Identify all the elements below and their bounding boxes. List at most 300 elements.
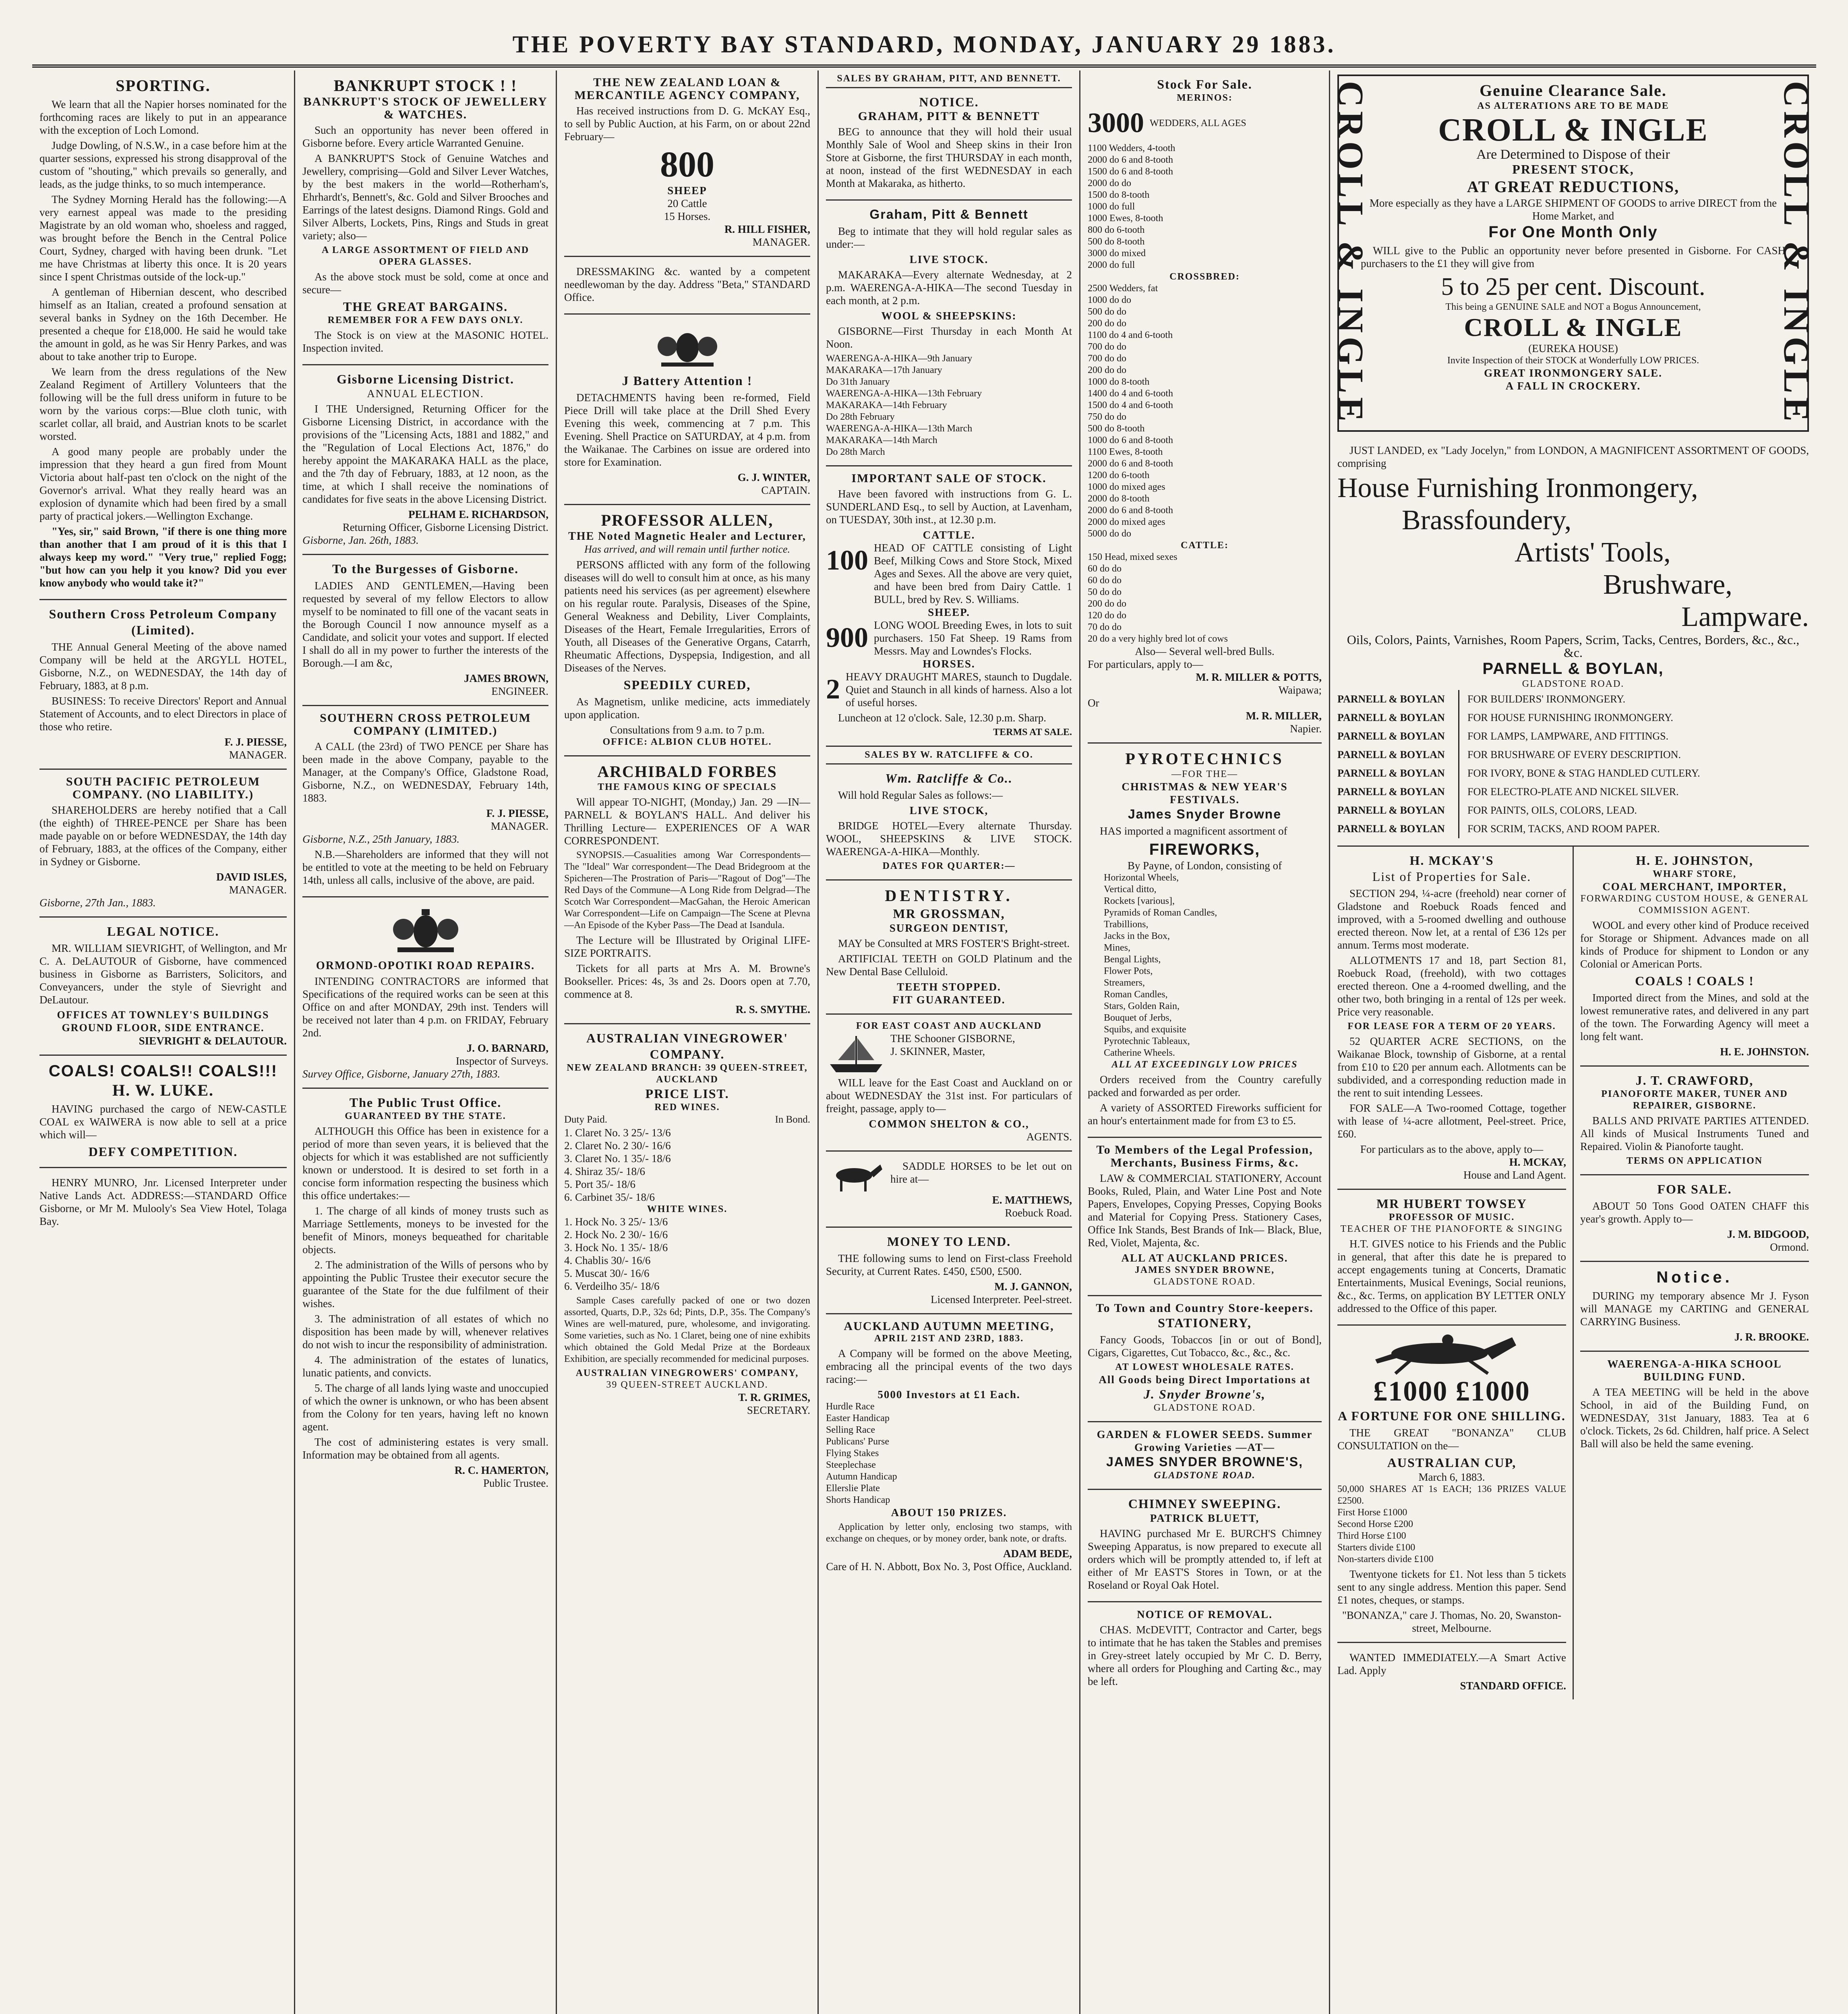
stock-list-item: 500 do 8-tooth [1088, 236, 1145, 247]
johnston-coals: COALS ! COALS ! [1635, 974, 1754, 988]
wool-date-item: Do 28th February [826, 412, 895, 422]
town-direct: All Goods being Direct Importations at [1099, 1374, 1311, 1386]
pb-list-item: FOR HOUSE FURNISHING IRONMONGERY. [1467, 712, 1673, 724]
town-stationery-items: Fancy Goods, Tobaccos [in or out of Bond], Cigars, Cigarettes, Cut Tobacco, &c., &c., &c. [1088, 1334, 1322, 1359]
bankrupt-view: The Stock is on view at the MASONIC HOTEL. Inspection invited. [302, 329, 548, 354]
gpb-notice-ad [826, 88, 1072, 201]
ratcliffe-title: Wm. Ratcliffe & Co.. [885, 771, 1013, 785]
stock-list-item: 60 do do [1088, 564, 1122, 574]
pb-list-row [1337, 801, 1809, 820]
forbes-signature: R. S. SMYTHE. [735, 1003, 810, 1015]
croll-vertical-right: CROLL & INGLE [1776, 81, 1816, 426]
race-event-item: Easter Handicap [826, 1413, 890, 1423]
stock-list-item: 50 do do [1088, 587, 1122, 597]
allen-consult: Consultations from 9 a.m. to 7 p.m. [610, 724, 765, 736]
stock-list-item: 500 do do [1088, 307, 1126, 317]
important-horses-text: HEAVY DRAUGHT MARES, staunch to Dugdale. Quiet and Staunch in all kinds of harness. Also a lot of useful horses. [846, 671, 1072, 709]
pyro-prices: ALL AT EXCEEDINGLY LOW PRICES [1111, 1059, 1298, 1070]
prize-item: Non-starters divide £100 [1337, 1554, 1434, 1565]
bonanza-ad [1337, 1326, 1566, 1643]
dynamite-text: A good many people are probably under the impression that they heard a gun fired from Mount Victoria about half-past ten o'clock on the night of the Governor's arrival. What they really heard was an explosion of dynamite which had been fired by a small party of practical jokers.—Wellington Exchange. [39, 445, 287, 522]
pb-lamp: Lampware. [1681, 601, 1809, 633]
stock-list-item: 1000 do do [1088, 295, 1131, 305]
pb-list-row [1337, 820, 1809, 838]
legal-notice-signature: SIEVRIGHT & DELAUTOUR. [139, 1035, 287, 1047]
bonanza-fortune: A FORTUNE FOR ONE SHILLING. [1338, 1409, 1566, 1423]
garden-ad [1088, 1422, 1322, 1490]
stock-list-item: 150 Head, mixed sexes [1088, 552, 1178, 562]
trust-item-4: 4. The administration of the estates of lunatics, lunatic patients, and convicts. [302, 1354, 548, 1379]
pb-list-item: FOR ELECTRO-PLATE AND NICKEL SILVER. [1467, 786, 1679, 798]
allen-text-2: As Magnetism, unlike medicine, acts immediately upon application. [564, 696, 810, 721]
stock-list-item: 2000 do do [1088, 178, 1131, 189]
johnston-ad [1580, 847, 1809, 1067]
chimney-name: PATRICK BLUETT, [1150, 1512, 1260, 1524]
johnston-text-2: Imported direct from the Mines, and sold at the lowest remunerative rates, and delivered in any part of the town. The Forwarding Agency will meet a long felt want. [1580, 992, 1809, 1043]
firework-item: Pyramids of Roman Candles, [1104, 908, 1217, 918]
stock-list-item: 1500 do 6 and 8-tooth [1088, 166, 1173, 177]
johnston-subtitle-3: FORWARDING CUSTOM HOUSE, & GENERAL COMMISSION AGENT. [1580, 893, 1809, 916]
stock-list-item: 3000 do mixed [1088, 248, 1146, 259]
legal-stationery-ad [1088, 1138, 1322, 1296]
nzl-sheep: SHEEP [667, 184, 707, 197]
race-event-item: Hurdle Race [826, 1401, 875, 1412]
parnell-boylan-ad [1337, 436, 1809, 847]
wanted-ad [1337, 1643, 1566, 1699]
forbes-subtitle: THE FAMOUS KING OF SPECIALS [598, 782, 777, 792]
croll-one-month: For One Month Only [1488, 223, 1658, 241]
mckay-item-1: SECTION 294, ¼-acre (freehold) near corner of Gladstone and Roebuck Roads fenced and improved, with a 5-roomed dwelling and outhouse erected thereon. Now let, at a rental of £36 12s per annum. Terms most moderate. [1337, 887, 1566, 951]
wine-list-item: 6. Verdeilho 35/- 18/6 [564, 1280, 660, 1292]
pyro-text: HAS imported a magnificent assortment of [1100, 825, 1287, 837]
mckay-ad [1337, 847, 1566, 1190]
vinegrower-company: AUSTRALIAN VINEGROWERS' COMPANY, [575, 1368, 799, 1378]
battery-title: J Battery Attention ! [622, 373, 753, 388]
brooke-notice-title: Notice. [1656, 1268, 1733, 1287]
gpb-wool: WOOL & SHEEPSKINS: [881, 310, 1017, 322]
stock-signature-2: M. R. MILLER, [1246, 710, 1322, 722]
bonanza-text: Twentyone tickets for £1. Not less than 5 tickets sent to any single address. Mention this paper. Send £1 notes, cheques, or stamps. [1337, 1568, 1566, 1606]
towsey-ad [1337, 1190, 1566, 1326]
town-title: To Town and Country Store-keepers. [1096, 1301, 1314, 1315]
bonanza-title: THE GREAT "BONANZA" CLUB CONSULTATION on the— [1337, 1427, 1566, 1452]
important-terms: TERMS AT SALE. [993, 727, 1072, 738]
dentistry-fit: FIT GUARANTEED. [892, 994, 1006, 1006]
vinegrower-signature: T. R. GRIMES, [738, 1391, 810, 1403]
battery-text: DETACHMENTS having been re-formed, Field Piece Drill will take place at the Drill Shed Every Evening this week, commencing at 7 p.m. This Evening. Shell Practice on SATURDAY, at 4 p.m. from the Waikanae. The Carbines on issue are ordered into store for Examination. [564, 392, 810, 468]
pb-list-row [1337, 764, 1809, 783]
wool-date-item: WAERENGA-A-HIKA—9th January [826, 353, 973, 364]
stock-list-item: 750 do do [1088, 412, 1126, 422]
wine-list-item: 3. Claret No. 1 35/- 18/6 [564, 1152, 671, 1164]
wool-date-item: WAERENGA-A-HIKA—13th March [826, 423, 973, 434]
south-pacific-text: SHAREHOLDERS are hereby notified that a Call (the eighth) of THREE-PENCE per Share has been made payable on or before WEDNESDAY, the 14th day of February, 1883, at the offices of the Company, either in Sydney or Gisborne. [39, 804, 287, 868]
mckay-title: H. MCKAY'S [1409, 853, 1494, 868]
firework-item: Flower Pots, [1104, 966, 1153, 976]
chimney-ad [1088, 1490, 1322, 1602]
bankrupt-remember: REMEMBER FOR A FEW DAYS ONLY. [327, 315, 524, 325]
dentistry-text: MAY be Consulted at MRS FOSTER'S Bright-street. [838, 937, 1070, 949]
school-ad [1580, 1352, 1809, 1460]
stock-list-item: 1100 Wedders, 4-tooth [1088, 143, 1175, 153]
forsale-title: FOR SALE. [1657, 1182, 1732, 1197]
stock-list-item: 1100 Ewes, 8-tooth [1088, 447, 1163, 457]
munro-ad [39, 1168, 287, 1237]
race-event-item: Steeplechase [826, 1460, 876, 1470]
dentistry-subtitle: SURGEON DENTIST, [889, 922, 1009, 934]
vinegrower-red-heading: RED WINES. [654, 1102, 720, 1113]
nzl-role: MANAGER. [752, 236, 810, 248]
licensing-role: Returning Officer, Gisborne Licensing District. [342, 521, 548, 533]
stock-title: Stock For Sale. [1157, 77, 1252, 91]
legal-notice-title: LEGAL NOTICE. [107, 924, 219, 939]
firework-item: Squibs, and exquisite [1104, 1024, 1186, 1035]
saddle-text: SADDLE HORSES to be let out on hire at— [890, 1160, 1072, 1185]
school-text: A TEA MEETING will be held in the above School, in aid of the Building Fund, on WEDNESDAY, 31st January, 1883. Tea at 6 o'clock. Tickets, 2s 6d. Children, half price. A Select Ball will also be held the same evening. [1580, 1386, 1809, 1450]
stock-list-item: 1200 do 6-tooth [1088, 470, 1150, 481]
wool-date-item: MAKARAKA—14th February [826, 400, 947, 410]
pyro-title: PYROTECHNICS [1125, 750, 1284, 768]
pyro-variety: A variety of ASSORTED Fireworks sufficient for an hour's entertainment made for from £3 to £5. [1088, 1102, 1322, 1127]
wanted-office: STANDARD OFFICE. [1460, 1680, 1566, 1692]
ship-text: WILL leave for the East Coast and Auckland on or about WEDNESDAY the 31st inst. For particulars of freight, passage, apply to— [826, 1077, 1072, 1115]
johnston-subtitle-2: COAL MERCHANT, IMPORTER, [1602, 881, 1787, 893]
stock-list-item: 1000 do 6 and 8-tooth [1088, 435, 1173, 445]
forbes-tickets: Tickets for all parts at Mrs A. M. Browne's Bookseller. Prices: 4s, 3s and 2s. Doors open at 7.70, commence at 8. [564, 962, 810, 1000]
wine-list-item: 6. Carbinet 35/- 18/6 [564, 1191, 655, 1203]
race-text: A Company will be formed on the above Meeting, embracing all the principal events of the two days racing:— [826, 1347, 1072, 1385]
wine-list-item: 2. Claret No. 2 30/- 16/6 [564, 1140, 671, 1152]
stock-big-number: 3000 [1088, 108, 1144, 139]
pyro-subtitle: CHRISTMAS & NEW YEAR'S FESTIVALS. [1122, 781, 1288, 806]
forsale-role: Ormond. [1770, 1241, 1809, 1254]
trust-ad [302, 1089, 548, 1497]
croll-gcs: Genuine Clearance Sale. [1480, 81, 1667, 99]
ormond-role: Inspector of Surveys. [455, 1055, 548, 1067]
stock-list-item: 20 do a very highly bred lot of cows [1088, 634, 1228, 644]
stock-list-item: 2000 do mixed ages [1088, 517, 1165, 527]
mckay-item-3: 52 QUARTER ACRE SECTIONS, on the Waikanae Block, township of Gisborne, at a rental from £10 to £20 per annum each. Allotments can be subdivided, and a corresponding reduction made in the rent to suit intending Lessees. [1337, 1035, 1566, 1099]
ship-ad [826, 1015, 1072, 1152]
money-ad [826, 1228, 1072, 1314]
firework-item: Pyrotechnic Tableaux, [1104, 1036, 1190, 1046]
wool-date-item: Do 31th January [826, 377, 890, 387]
allen-cured: SPEEDILY CURED, [623, 678, 751, 692]
licensing-date: Gisborne, Jan. 26th, 1883. [302, 534, 419, 546]
wool-date-item: Do 28th March [826, 447, 885, 457]
southern-cross-title: Southern Cross Petroleum Company (Limited). [49, 607, 277, 637]
gpb-notice-text: BEG to announce that they will hold their usual Monthly Sale of Wool and Sheep skins in their Iron Store at Gisborne, the first THURSDAY in each month, at noon, instead of the first WEDNESDAY in each Month at Makaraka, as hitherto. [826, 126, 1072, 189]
wine-list-item: 5. Port 35/- 18/6 [564, 1178, 636, 1190]
nzl-text: Has received instructions from D. G. McKAY Esq., to sell by Public Auction, at his Farm, on or about 22nd February— [564, 105, 810, 143]
nzl-ad [564, 70, 810, 257]
stock-list-item: 700 do do [1088, 353, 1126, 364]
firework-item: Roman Candles, [1104, 989, 1168, 1000]
trust-cost: The cost of administering estates is very small. Information may be obtained from all agents. [302, 1436, 548, 1461]
pb-list-row [1337, 727, 1809, 746]
bonanza-address: "BONANZA," care J. Thomas, No. 20, Swanston-street, Melbourne. [1342, 1609, 1562, 1635]
ship-name: THE Schooner GISBORNE, [890, 1032, 1015, 1044]
prize-item: First Horse £1000 [1337, 1507, 1407, 1518]
important-horses: HORSES. [923, 658, 975, 670]
school-title: WAERENGA-A-HIKA SCHOOL BUILDING FUND. [1607, 1358, 1782, 1383]
merino-list [1088, 143, 1322, 271]
pb-list-firm: PARNELL & BOYLAN [1337, 764, 1459, 783]
battery-signature: G. J. WINTER, [737, 471, 810, 483]
prize-item: Third Horse £100 [1337, 1531, 1406, 1542]
stock-merinos: MERINOS: [1177, 93, 1233, 103]
firework-item: Vertical ditto, [1104, 884, 1157, 895]
vinegrower-branch: NEW ZEALAND BRANCH: 39 QUEEN-STREET, AUCKLAND [567, 1063, 808, 1085]
sales-header: SALES BY GRAHAM, PITT, AND BENNETT. [826, 70, 1072, 88]
wine-list-item: 1. Hock No. 3 25/- 13/6 [564, 1216, 668, 1228]
stock-list-item: 2000 do 6 and 8-tooth [1088, 505, 1173, 516]
race-prizes: ABOUT 150 PRIZES. [891, 1506, 1007, 1519]
wine-list-item: 5. Muscat 30/- 16/6 [564, 1267, 650, 1279]
firework-item: Jacks in the Box, [1104, 931, 1170, 941]
stock-crossbred: CROSSBRED: [1169, 271, 1240, 282]
pyro-jsb: James Snyder Browne [1128, 807, 1282, 821]
ratcliffe-items: BRIDGE HOTEL—Every alternate Thursday. WOOL, SHEEPSKINS & LIVE STOCK. WAERENGA-A-HIKA—Monthly. [826, 820, 1072, 858]
forbes-ad [564, 756, 810, 1024]
sporting-text: We learn that all the Napier horses nominated for the forthcoming races are likely to put in an appearance with the exception of Loch Lomond. [39, 98, 287, 136]
pb-list-firm: PARNELL & BOYLAN [1337, 727, 1459, 746]
bonanza-shares: 50,000 SHARES AT 1s EACH; 136 PRIZES VALUE £2500. [1337, 1484, 1566, 1506]
important-sheep-text: LONG WOOL Breeding Ewes, in lots to suit purchasers. 150 Fat Sheep. 19 Rams from Messrs. May and Lowndes's Flocks. [874, 619, 1072, 657]
royal-crest-icon [651, 324, 724, 369]
ratcliffe-ad [826, 765, 1072, 881]
money-text: THE following sums to lend on First-class Freehold Security, at Current Rates. £450, £500, £500. [826, 1252, 1072, 1277]
firework-item: Bengal Lights, [1104, 954, 1161, 965]
stock-cattle: CATTLE: [1181, 540, 1229, 551]
stock-list-item: 70 do do [1088, 622, 1122, 632]
croll-discount: 5 to 25 per cent. Discount. [1441, 273, 1705, 300]
coals-title: COALS! COALS!! COALS!!! [48, 1062, 278, 1080]
licensing-ad [302, 365, 548, 555]
race-event-item: Flying Stakes [826, 1448, 879, 1459]
stock-list-item: 1400 do 4 and 6-tooth [1088, 388, 1173, 399]
stock-list-item: 5000 do do [1088, 528, 1131, 539]
stock-big-text: WEDDERS, ALL AGES [1150, 118, 1246, 128]
stock-list-item: 700 do do [1088, 342, 1126, 352]
column-5 [1079, 70, 1329, 2014]
crawford-text: BALLS AND PRIVATE PARTIES ATTENDED. All kinds of Musical Instruments Tuned and Repaired. Violin & Pianoforte taught. [1580, 1115, 1809, 1153]
croll-give: WILL give to the Public an opportunity never before presented in Gisborne. For CASH purchasers to the £1 they will give from [1361, 244, 1786, 269]
coals-name: H. W. LUKE. [112, 1081, 214, 1099]
fireworks-title: FIREWORKS, [1149, 841, 1260, 858]
forbes-text: Will appear TO-NIGHT, (Monday,) Jan. 29 —IN— PARNELL & BOYLAN'S HALL. And deliver his Thrilling Lecture— EXPERIENCES OF A WAR CORRESPONDENT. [564, 796, 810, 847]
vinegrower-title: AUSTRALIAN VINEGROWER' COMPANY. [586, 1031, 788, 1061]
bonanza-cup: AUSTRALIAN CUP, [1387, 1455, 1517, 1470]
chimney-text: HAVING purchased Mr E. BURCH'S Chimney Sweeping Apparatus, is now prepared to execute all orders which will be promptly attended to, if left at either of Mr EAST'S Stores in Town, or at the Roseland or Royal Oak Hotel. [1088, 1527, 1322, 1591]
trust-item-5: 5. The charge of all lands lying waste and unoccupied of which the owner is unknown, or who has been absent from the Colony for ten years, having left no known agent. [302, 1382, 548, 1433]
croll-ingle-ad [1331, 75, 1816, 432]
sydney-text: The Sydney Morning Herald has the following:—A very earnest appeal was made to the presiding Magistrate by an old woman who, shoeless and ragged, was brought before the Bench in the Central Police Court, Sydney, charged with having been drunk. "Let me have Christmas at liberty this once. It is 20 years since I spent Christmas outside of the lock-up." [39, 193, 287, 283]
dentistry-title: DENTISTRY. [885, 887, 1013, 905]
licensing-text: I THE Undersigned, Returning Officer for the Gisborne Licensing District, in accordance with the provisions of the "Licensing Acts, 1881 and 1882," and the "Regulation of Local Elections Act, 1876," do hereby appoint the MAKARAKA HALL as the place, and the 7th day of February, 1883, at 12 noon, as the time, at which I shall receive the nominations of candidates for five seats in the above Licensing District. [302, 403, 548, 505]
croll-determined: Are Determined to Dispose of their [1476, 147, 1670, 162]
important-cattle: CATTLE. [923, 529, 975, 541]
pb-list-firm: PARNELL & BOYLAN [1337, 783, 1459, 801]
wine-list-item: 1. Claret No. 3 25/- 13/6 [564, 1127, 671, 1139]
pb-list-item: FOR BUILDERS' IRONMONGERY. [1467, 693, 1626, 705]
firework-item: Catherine Wheels. [1104, 1048, 1175, 1058]
brooke-notice-ad [1580, 1262, 1809, 1352]
column-6 [1329, 70, 1816, 2014]
pb-list-firm: PARNELL & BOYLAN [1337, 709, 1459, 727]
pb-list-row [1337, 783, 1809, 801]
garden-text: GARDEN & FLOWER SEEDS. Summer Growing Varieties —AT— [1097, 1428, 1313, 1453]
allen-ad [564, 505, 810, 756]
towsey-title: MR HUBERT TOWSEY [1376, 1196, 1527, 1211]
brooke-notice-text: DURING my temporary absence Mr J. Fyson will MANAGE my CARTING and GENERAL CARRYING Business. [1580, 1290, 1809, 1328]
crawford-subtitle: PIANOFORTE MAKER, TUNER AND REPAIRER, GISBORNE. [1601, 1089, 1788, 1111]
crawford-terms: TERMS ON APPLICATION [1626, 1156, 1763, 1167]
stock-list-item: 1000 do full [1088, 201, 1135, 212]
important-title: IMPORTANT SALE OF STOCK. [851, 472, 1047, 485]
column-1 [32, 70, 294, 2014]
stock-list-item: 2000 do full [1088, 260, 1135, 270]
burgesses-ad [302, 555, 548, 706]
firework-item: Rockets [various], [1104, 896, 1175, 906]
ormond-title: ORMOND-OPOTIKI ROAD REPAIRS. [316, 959, 535, 972]
town-jsb: J. Snyder Browne's, [1144, 1387, 1266, 1401]
pb-oils: Oils, Colors, Paints, Varnishes, Room Papers, Scrim, Tacks, Centres, Borders, &c., &c., &c. [1347, 632, 1800, 660]
stock-signature: M. R. MILLER & POTTS, [1196, 671, 1322, 683]
important-cattle-text: HEAD OF CATTLE consisting of Light Beef, Milking Cows and Store Stock, Mixed Ages and Sexes. All the above are very quiet, and have been bred from Dairy Cattle. 1 BULL, bred by Rev. S. Williams. [874, 542, 1072, 605]
croll-reductions: AT GREAT REDUCTIONS, [1467, 178, 1680, 196]
race-event-item: Autumn Handicap [826, 1471, 897, 1482]
vinegrower-white-list [564, 1215, 810, 1293]
saddle-ad [826, 1152, 1072, 1228]
dentistry-name: MR GROSSMAN, [893, 906, 1005, 921]
vinegrower-red-list [564, 1126, 810, 1204]
pyrotechnics-ad [1088, 744, 1322, 1138]
stock-or: Or [1088, 697, 1099, 709]
race-event-item: Selling Race [826, 1425, 875, 1435]
pb-list-firm: PARNELL & BOYLAN [1337, 746, 1459, 764]
firework-item: Horizontal Wheels, [1104, 872, 1179, 883]
battery-ad [564, 315, 810, 505]
southern-cross-signature: F. J. PIESSE, [224, 736, 287, 748]
stock-list-item: 120 do do [1088, 610, 1126, 621]
ratcliffe-dates: DATES FOR QUARTER:— [882, 861, 1016, 871]
firework-item: Bouquet of Jerbs, [1104, 1013, 1172, 1023]
dressmaking-ad [564, 257, 810, 315]
bankrupt-great: THE GREAT BARGAINS. [343, 299, 508, 314]
stock-bulls: Also— Several well-bred Bulls. [1135, 645, 1275, 657]
forsale-text: ABOUT 50 Tons Good OATEN CHAFF this year's growth. Apply to— [1580, 1200, 1809, 1225]
gpb-wool-dates [826, 353, 1072, 458]
pb-brush: Brushware, [1603, 569, 1732, 601]
firework-item: Mines, [1104, 943, 1130, 953]
legal-notice-ad [39, 918, 287, 1056]
wool-date-item: WAERENGA-A-HIKA—13th February [826, 388, 982, 399]
stock-list-item: 2000 do 8-tooth [1088, 493, 1150, 504]
gpb-text: Beg to intimate that they will hold regular sales as under:— [826, 225, 1072, 250]
bankrupt-text: Such an opportunity has never been offered in Gisborne before. Every article Warranted Genuine. [302, 124, 548, 149]
scp-nb: N.B.—Shareholders are informed that they will not be entitled to vote at the meeting to be held on February 14th, unless all calls, inclusive of the above, are paid. [302, 848, 548, 886]
vinegrower-price: PRICE LIST. [645, 1086, 729, 1101]
money-signature: M. J. GANNON, [994, 1281, 1072, 1293]
legal-notice-offices: OFFICES AT TOWNLEY'S BUILDINGS GROUND FLOOR, SIDE ENTRANCE. [57, 1009, 269, 1034]
croll-genuine: This being a GENUINE SALE and NOT a Bogus Announcement, [1445, 302, 1701, 312]
ratcliffe-text: Will hold Regular Sales as follows:— [838, 789, 1003, 801]
race-title: AUCKLAND AUTUMN MEETING, [844, 1320, 1054, 1333]
gpb-live-stock: LIVE STOCK. [909, 253, 989, 265]
southern-cross-role: MANAGER. [229, 749, 287, 761]
pb-list-item: FOR LAMPS, LAMPWARE, AND FITTINGS. [1467, 730, 1669, 742]
prize-item: Second Horse £200 [1337, 1519, 1413, 1530]
important-text: Have been favored with instructions from G. L. SUNDERLAND Esq., to sell by Auction, at Lavenham, on TUESDAY, 30th inst., at 12.30 p.m. [826, 488, 1072, 526]
allen-office: OFFICE: ALBION CLUB HOTEL. [602, 737, 772, 747]
trust-role: Public Trustee. [483, 1477, 548, 1489]
gpb-wool-text: GISBORNE—First Thursday in each Month At Noon. [826, 325, 1072, 350]
hibernian-text: A gentleman of Hibernian descent, who described himself as an Italian, created a profound sensation at several banks in Sydney on the 16th December. He presented a cheque for £18,000. He said he would take the amount in gold, as he was Sir Henry Parkes, and was about to take another trip to Europe. [39, 286, 287, 363]
firework-item: Trabillions, [1104, 919, 1149, 930]
stock-list-item: 800 do 6-tooth [1088, 225, 1145, 235]
removal-ad [1088, 1602, 1322, 1697]
southern-cross-ad [39, 600, 287, 770]
pb-list-firm: PARNELL & BOYLAN [1337, 820, 1459, 838]
stock-list-item: 200 do do [1088, 365, 1126, 375]
trust-signature: R. C. HAMERTON, [454, 1464, 548, 1476]
ormond-date: Survey Office, Gisborne, January 27th, 1883. [302, 1068, 501, 1080]
wool-date-item: MAKARAKA—17th January [826, 365, 942, 375]
scp-title: SOUTHERN CROSS PETROLEUM COMPANY (LIMITED.) [320, 711, 531, 738]
south-pacific-role: MANAGER. [229, 884, 287, 896]
vinegrower-white-heading: WHITE WINES. [647, 1204, 728, 1214]
nzl-horses: 15 Horses. [664, 210, 711, 222]
town-wholesale: AT LOWEST WHOLESALE RATES. [1115, 1362, 1294, 1372]
bankrupt-title: BANKRUPT STOCK ! ! [333, 77, 517, 95]
vinegrower-column-headers [564, 1113, 810, 1126]
ratcliffe-header: SALES BY W. RATCLIFFE & CO. [826, 747, 1072, 765]
vinegrower-col-duty: Duty Paid. [564, 1114, 607, 1125]
licensing-subtitle: ANNUAL ELECTION. [367, 387, 484, 400]
stock-signature-location: Waipawa; [1278, 684, 1322, 696]
dentistry-ad [826, 881, 1072, 1015]
legal-stationery-address: GLADSTONE ROAD. [1153, 1276, 1256, 1287]
sporting-section [39, 70, 287, 600]
burgesses-text: LADIES AND GENTLEMEN,—Having been requested by several of my fellow Electors to allow myself to be nominated to fill one of the vacant seats in the Borough Council I now announce myself as a Candidate, and solicit your votes and support. If elected I shall do all in my power to further the interests of the Borough.—I am &c, [302, 580, 548, 669]
trust-text: ALTHOUGH this Office has been in existence for a period of more than seven years, it is believed that the objects for which it was established are not sufficiently known or understood. It is desired to set forth in a concise form information respecting the business which this office undertakes:— [302, 1125, 548, 1202]
munro-text: HENRY MUNRO, Jnr. Licensed Interpreter under Native Lands Act. ADDRESS:—STANDARD Office Gisborne, or Mr M. Mulooly's Sea View Hotel, Tolaga Bay. [39, 1177, 287, 1227]
south-pacific-ad [39, 770, 287, 918]
crossbred-list [1088, 283, 1322, 540]
coals-defy: DEFY COMPETITION. [88, 1144, 238, 1159]
pb-house: House Furnishing Ironmongery, [1337, 472, 1698, 504]
stock-ad [1088, 70, 1322, 744]
volunteers-text: We learn from the dress regulations of the New Zealand Regiment of Artillery Volunteers that the following will be the full dress uniform in future to be worn by the various corps:—Blue cloth tunic, with scarlet collar, all braid, and Austrian knots to be scarlet worsted. [39, 366, 287, 442]
pb-list [1337, 690, 1809, 838]
gpb-notice-title: NOTICE. [919, 95, 979, 109]
mckay-item-2: ALLOTMENTS 17 and 18, part Section 81, Roebuck Road, (freehold), with two cottages erected thereon. One a 4-roomed dwelling, and the other two, both bringing in a rental of 12s per week. Price very reasonable. [1337, 954, 1566, 1018]
removal-title: NOTICE OF REMOVAL. [1137, 1608, 1273, 1620]
trust-subtitle: GUARANTEED BY THE STATE. [345, 1111, 506, 1121]
gpb-live-text: MAKARAKA—Every alternate Wednesday, at 2 p.m. WAERENGA-A-HIKA—The second Tuesday in each month, at 2 p.m. [826, 269, 1072, 307]
vinegrower-role: SECRETARY. [747, 1404, 810, 1416]
trust-item-3: 3. The administration of all estates of which no disposition has been made by will, whenever relatives do not wish to incur the responsibility of administration. [302, 1313, 548, 1351]
garden-jsb: JAMES SNYDER BROWNE'S, [1106, 1455, 1303, 1469]
wine-list-item: 4. Chablis 30/- 16/6 [564, 1254, 651, 1266]
stock-list-item: 1000 do mixed ages [1088, 482, 1165, 492]
south-pacific-signature: DAVID ISLES, [216, 871, 287, 883]
brooke-notice-signature: J. R. BROOKE. [1734, 1331, 1809, 1343]
saddle-signature: E. MATTHEWS, [992, 1194, 1072, 1206]
bankrupt-text-3: As the above stock must be sold, come at once and secure— [302, 271, 548, 296]
pyro-for: —FOR THE— [1171, 769, 1238, 779]
